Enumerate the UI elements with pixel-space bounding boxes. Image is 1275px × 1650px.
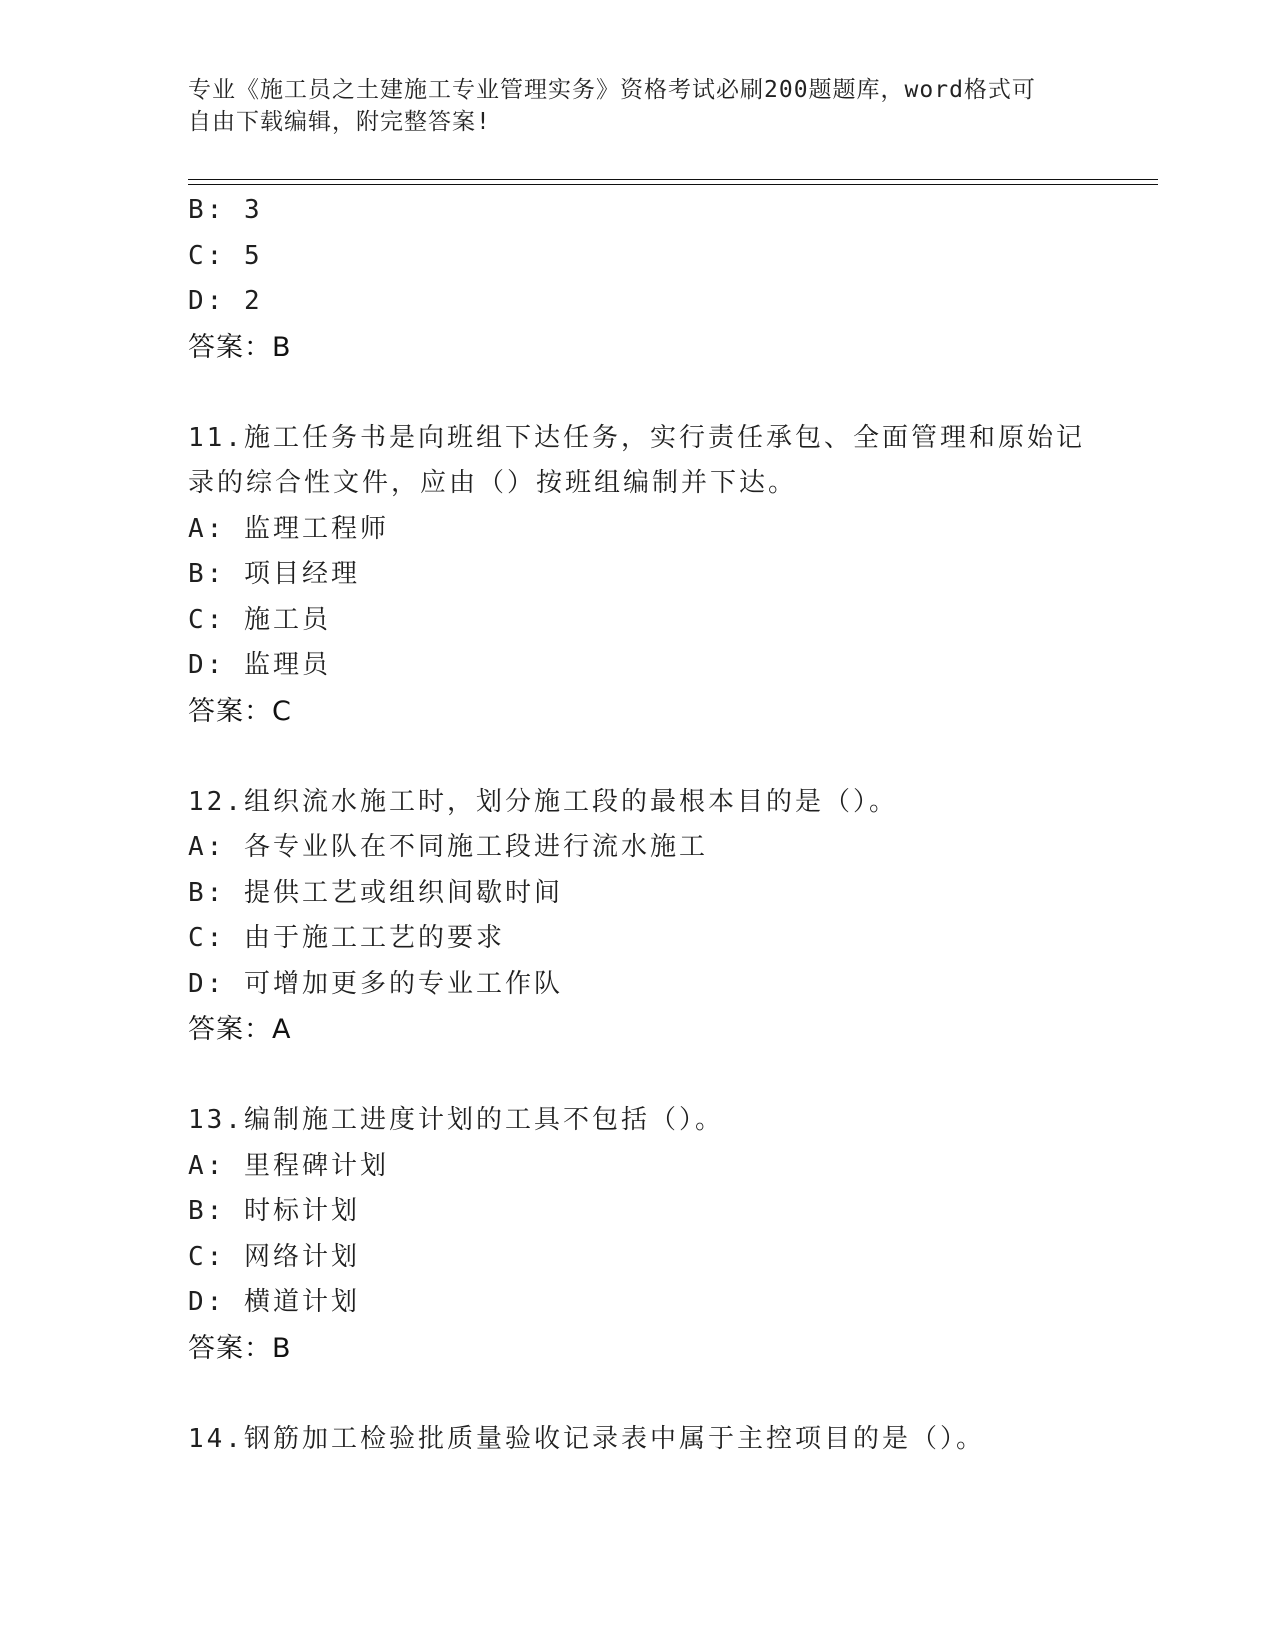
question-stem: 11.施工任务书是向班组下达任务，实行责任承包、全面管理和原始记	[188, 422, 1085, 453]
answer: 答案：C	[188, 695, 292, 727]
header-divider-bottom	[188, 184, 1158, 185]
question-10-continued	[188, 188, 1088, 370]
option-c: C: 施工员	[188, 604, 331, 635]
question-stem: 12.组织流水施工时，划分施工段的最根本目的是（）。	[188, 786, 898, 817]
document-header	[188, 74, 1088, 138]
option-c: C: 由于施工工艺的要求	[188, 923, 505, 953]
answer: 答案：B	[188, 331, 292, 363]
option-d: D: 2	[188, 286, 263, 316]
option-c: C: 网络计划	[188, 1241, 360, 1272]
option-b: B: 3	[188, 195, 263, 225]
option-b: B: 项目经理	[188, 559, 360, 589]
spacer	[188, 370, 1088, 416]
spacer	[188, 1053, 1088, 1099]
answer: 答案：B	[188, 1332, 292, 1364]
question-stem: 录的综合性文件，应由（）按班组编制并下达。	[188, 468, 798, 498]
header-title-line-2: 自由下载编辑，附完整答案!	[188, 109, 491, 135]
option-a: A: 监理工程师	[188, 513, 389, 544]
option-b: B: 提供工艺或组织间歇时间	[188, 877, 563, 908]
option-d: D: 横道计划	[188, 1287, 360, 1317]
spacer	[188, 1371, 1088, 1417]
question-12	[188, 780, 1088, 1053]
question-stem: 14.钢筋加工检验批质量验收记录表中属于主控项目的是（）。	[188, 1423, 985, 1454]
option-b: B: 时标计划	[188, 1196, 360, 1226]
option-d: D: 监理员	[188, 650, 331, 680]
option-a: A: 各专业队在不同施工段进行流水施工	[188, 832, 708, 862]
option-a: A: 里程碑计划	[188, 1150, 389, 1181]
question-11	[188, 416, 1088, 735]
question-13	[188, 1098, 1088, 1371]
header-divider-top	[188, 179, 1158, 180]
option-d: D: 可增加更多的专业工作队	[188, 968, 563, 999]
question-14	[188, 1417, 1088, 1463]
spacer	[188, 734, 1088, 780]
question-stem: 13.编制施工进度计划的工具不包括（）。	[188, 1105, 724, 1135]
answer: 答案：A	[188, 1014, 292, 1045]
option-c: C: 5	[188, 240, 263, 271]
question-list	[188, 188, 1088, 1462]
header-title-line-1: 专业《施工员之土建施工专业管理实务》资格考试必刷200题题库，word格式可	[188, 77, 1036, 103]
